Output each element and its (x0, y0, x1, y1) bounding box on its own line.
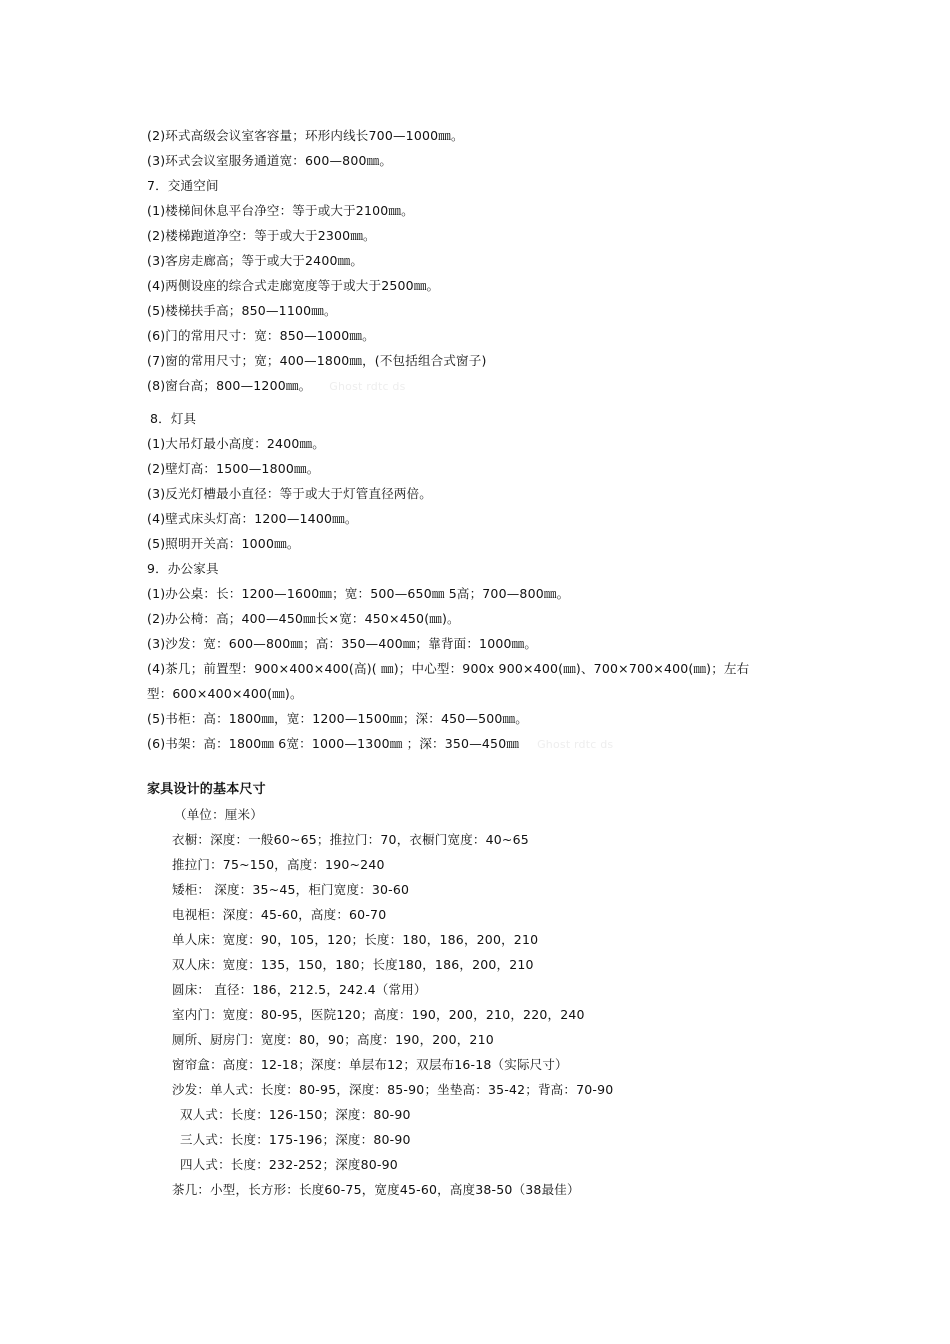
text-line: (5)照明开关高：1000㎜。 (147, 536, 300, 551)
section-heading: 9．办公家具 (147, 561, 219, 576)
text-line: 四人式：长度：232-252；深度80-90 (180, 1157, 398, 1172)
text-line: (3)沙发：宽：600—800㎜；高：350—400㎜；靠背面：1000㎜。 (147, 636, 538, 651)
text-line: 双人床：宽度：135，150，180；长度180，186，200，210 (172, 957, 534, 972)
text-line: 沙发：单人式：长度：80-95，深度：85-90；坐垫高：35-42；背高：70-90 (172, 1082, 614, 1097)
text-line: (3)客房走廊高；等于或大于2400㎜。 (147, 253, 364, 268)
text-line: 电视柜：深度：45-60，高度：60-70 (172, 907, 387, 922)
text-line: (3)环式会议室服务通道宽：600—800㎜。 (147, 153, 393, 168)
text-segment: (6)书架：高：1800㎜ 6宽：1000—1300㎜ ；深：350—450㎜ (147, 736, 520, 751)
section-heading: 8．灯具 (150, 411, 197, 426)
text-line (147, 378, 406, 395)
text-line: (4)两侧设座的综合式走廊宽度等于或大于2500㎜。 (147, 278, 440, 293)
text-line: (1)大吊灯最小高度：2400㎜。 (147, 436, 325, 451)
text-line: (2)环式高级会议室客容量；环形内线长700—1000㎜。 (147, 128, 464, 143)
text-line (147, 736, 613, 753)
section-title: 家具设计的基本尺寸 (147, 782, 266, 797)
text-line: 双人式：长度：126-150；深度：80-90 (180, 1107, 411, 1122)
text-line: 圆床： 直径：186，212.5，242.4（常用） (172, 982, 427, 997)
text-line: 单人床：宽度：90，105，120；长度：180，186，200，210 (172, 932, 539, 947)
text-line: (2)壁灯高：1500—1800㎜。 (147, 461, 320, 476)
text-line: (7)窗的常用尺寸；宽；400—1800㎜，(不包括组合式窗子) (147, 353, 487, 368)
text-line: (5)书柜：高：1800㎜，宽：1200—1500㎜；深：450—500㎜。 (147, 711, 528, 726)
text-line: (4)壁式床头灯高：1200—1400㎜。 (147, 511, 358, 526)
text-line: 矮柜： 深度：35~45，柜门宽度：30-60 (172, 882, 410, 897)
watermark-text: Ghost rdtc ds (537, 738, 614, 751)
section-heading: 7．交通空间 (147, 178, 219, 193)
text-line: (4)茶几；前置型：900×400×400(高)( ㎜)；中心型：900x 900×400(㎜)、700×700×400(㎜)；左右 (147, 661, 750, 676)
text-line: (6)门的常用尺寸：宽：850—1000㎜。 (147, 328, 375, 343)
text-line: 茶几：小型，长方形：长度60-75，宽度45-60，高度38-50（38最佳） (172, 1182, 580, 1197)
text-line: 推拉门：75~150，高度：190~240 (172, 857, 385, 872)
text-line: 室内门：宽度：80-95，医院120；高度：190，200，210，220，240 (172, 1007, 585, 1022)
text-line: (3)反光灯槽最小直径：等于或大于灯管直径两倍。 (147, 486, 433, 501)
text-line: (2)办公椅：高；400—450㎜长×宽：450×450(㎜)。 (147, 611, 460, 626)
text-line: (2)楼梯跑道净空：等于或大于2300㎜。 (147, 228, 376, 243)
text-line: (1)办公桌：长：1200—1600㎜；宽：500—650㎜ 5高；700—800㎜。 (147, 586, 570, 601)
text-line: 厕所、厨房门：宽度：80，90；高度：190，200，210 (172, 1032, 494, 1047)
text-line: 三人式：长度：175-196；深度：80-90 (180, 1132, 411, 1147)
unit-note: （单位：厘米） (174, 807, 263, 822)
watermark-text: Ghost rdtc ds (329, 380, 406, 393)
text-line: (1)楼梯间休息平台净空：等于或大于2100㎜。 (147, 203, 414, 218)
text-segment: (8)窗台高；800—1200㎜。 (147, 378, 312, 393)
text-line: 型：600×400×400(㎜)。 (147, 686, 303, 701)
text-line: 窗帘盒：高度：12-18；深度：单层布12；双层布16-18（实际尺寸） (172, 1057, 568, 1072)
text-line: (5)楼梯扶手高；850—1100㎜。 (147, 303, 337, 318)
text-line: 衣橱：深度：一般60~65；推拉门：70，衣橱门宽度：40~65 (172, 832, 529, 847)
